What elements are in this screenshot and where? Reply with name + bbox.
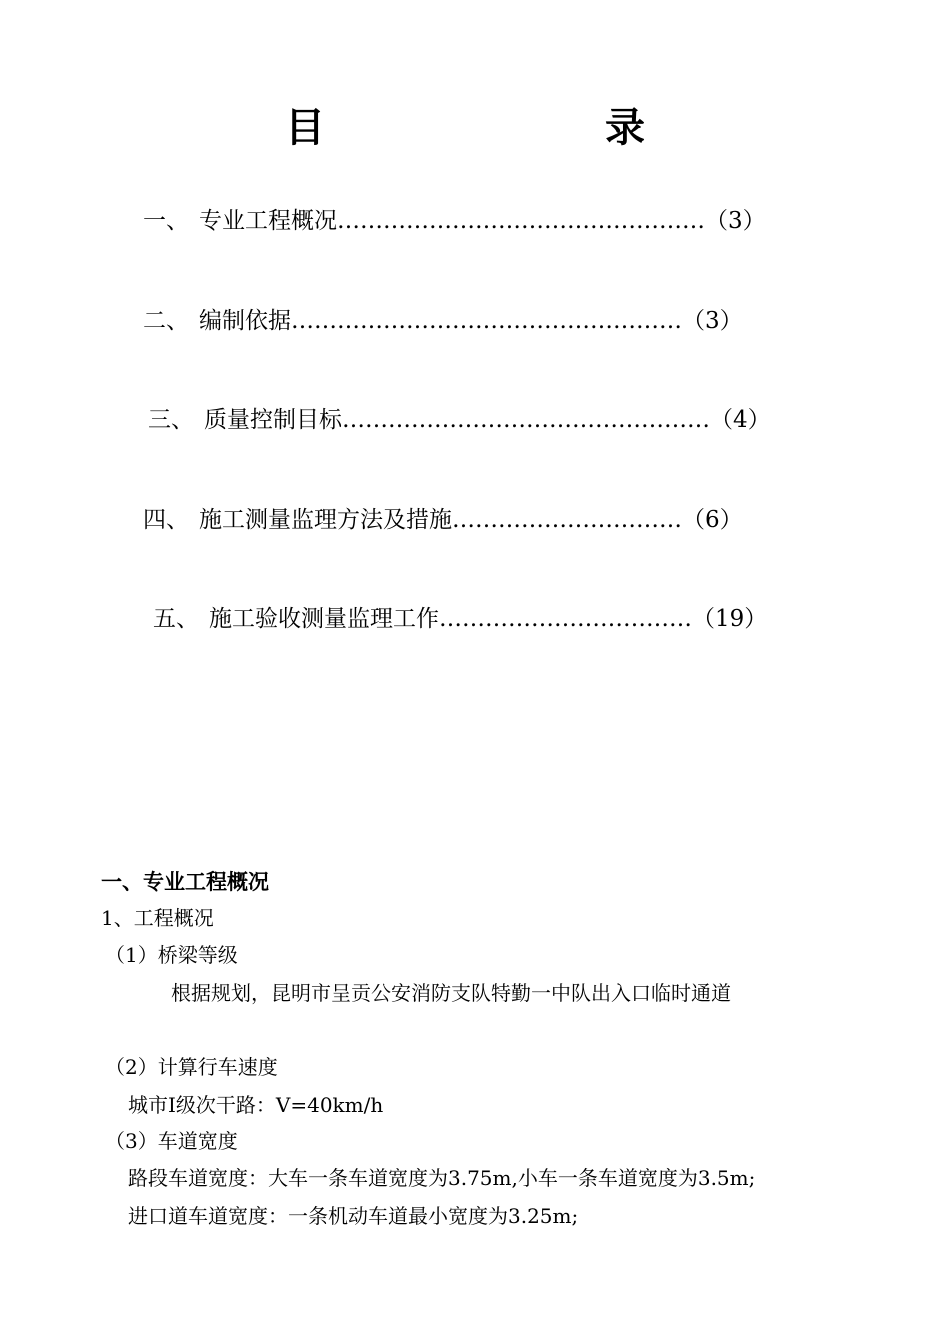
toc-entry[interactable] bbox=[143, 306, 743, 336]
toc-entry-number: 一、 bbox=[143, 208, 189, 234]
toc-entry-page: （3） bbox=[682, 308, 743, 334]
toc-entry-label: 施工测量监理方法及措施 bbox=[199, 507, 452, 533]
sub-heading: 1、工程概况 bbox=[101, 906, 214, 930]
toc-entry-label: 编制依据 bbox=[199, 308, 291, 334]
item-title: （2）计算行车速度 bbox=[105, 1055, 278, 1079]
toc-entry[interactable] bbox=[143, 505, 743, 535]
toc-entry-number: 三、 bbox=[148, 407, 194, 433]
toc-entry[interactable] bbox=[148, 405, 771, 435]
toc-entry-leader: …………………………………………… bbox=[291, 308, 682, 334]
paragraph: 进口道车道宽度：一条机动车道最小宽度为3.25m; bbox=[128, 1204, 579, 1228]
toc-entry-leader: ………………………………………… bbox=[342, 407, 710, 433]
toc-entry-page: （4） bbox=[710, 407, 771, 433]
toc-entry-label: 专业工程概况 bbox=[199, 208, 337, 234]
toc-entry-leader: ………………………… bbox=[452, 507, 682, 533]
toc-entry[interactable] bbox=[153, 604, 767, 634]
paragraph: 城市Ⅰ级次干路：V=40km/h bbox=[128, 1093, 384, 1117]
section-heading: 一、专业工程概况 bbox=[101, 870, 269, 894]
toc-title: 目 录 bbox=[285, 105, 765, 151]
toc-entry-page: （6） bbox=[682, 507, 743, 533]
toc-entry[interactable] bbox=[143, 206, 766, 236]
toc-entry-label: 施工验收测量监理工作 bbox=[209, 606, 439, 632]
toc-entry-number: 二、 bbox=[143, 308, 189, 334]
item-title: （1）桥梁等级 bbox=[105, 943, 238, 967]
item-title: （3）车道宽度 bbox=[105, 1129, 238, 1153]
paragraph: 路段车道宽度：大车一条车道宽度为3.75m,小车一条车道宽度为3.5m; bbox=[128, 1166, 756, 1190]
paragraph: 根据规划，昆明市呈贡公安消防支队特勤一中队出入口临时通道 bbox=[171, 981, 731, 1005]
toc-entry-page: （3） bbox=[705, 208, 766, 234]
toc-entry-page: （19） bbox=[692, 606, 768, 632]
toc-entry-number: 四、 bbox=[143, 507, 189, 533]
toc-entry-number: 五、 bbox=[153, 606, 199, 632]
toc-entry-leader: …………………………… bbox=[439, 606, 692, 632]
toc-entry-leader: ………………………………………… bbox=[337, 208, 705, 234]
toc-entry-label: 质量控制目标 bbox=[204, 407, 342, 433]
